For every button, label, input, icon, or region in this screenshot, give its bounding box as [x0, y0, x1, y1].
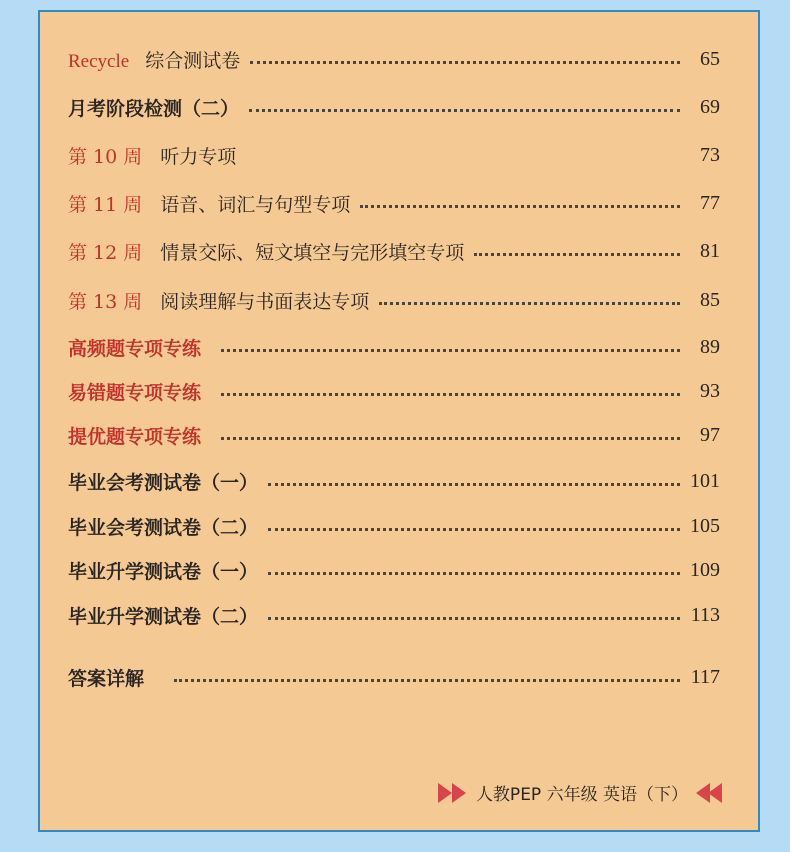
toc-row[interactable]: [68, 285, 720, 315]
toc-title: 月考阶段检测（二）: [68, 97, 240, 120]
toc-page-number: 85: [700, 288, 720, 311]
toc-title: 综合测试卷: [145, 49, 241, 72]
arrow-right-icon: [438, 783, 452, 803]
toc-title: 答案详解: [68, 667, 145, 690]
toc-row[interactable]: [68, 420, 720, 450]
toc-row[interactable]: [68, 92, 720, 122]
toc-page-number: 77: [700, 191, 720, 214]
toc-title: 毕业升学测试卷（一）: [68, 560, 259, 583]
leader-dots: [221, 349, 680, 352]
toc-prefix: 第 11 周: [68, 193, 143, 216]
arrow-left-icon: [708, 783, 722, 803]
toc-page-number: 93: [700, 379, 720, 402]
toc-title: 阅读理解与书面表达专项: [160, 290, 370, 313]
toc-row[interactable]: [68, 236, 720, 266]
toc-page-number: 81: [700, 239, 720, 262]
toc-page-number: 109: [690, 558, 720, 581]
book-footer: [438, 780, 722, 805]
toc-prefix: 第 13 周: [68, 290, 143, 313]
toc-title: 提优题专项专练: [68, 425, 202, 448]
toc-row[interactable]: [68, 332, 720, 362]
toc-row[interactable]: [68, 140, 720, 170]
leader-dots: [268, 572, 680, 575]
footer-text: 人教PEP 六年级 英语（下）: [475, 785, 688, 805]
leader-dots: [174, 679, 680, 682]
toc-title: 听力专项: [160, 145, 237, 168]
toc-page-number: 117: [690, 665, 720, 688]
toc-row[interactable]: [68, 511, 720, 541]
toc-page-number: 113: [690, 603, 720, 626]
toc-row[interactable]: [68, 44, 720, 74]
toc-prefix: 第 10 周: [68, 145, 143, 168]
toc-prefix: 第 12 周: [68, 241, 143, 264]
toc-row[interactable]: [68, 600, 720, 630]
toc-title: 高频题专项专练: [68, 337, 202, 360]
leader-dots: [360, 205, 680, 208]
leader-dots: [268, 617, 680, 620]
arrow-right-icon: [452, 783, 466, 803]
toc-row[interactable]: [68, 376, 720, 406]
leader-dots: [221, 393, 680, 396]
toc-prefix: Recycle: [68, 50, 130, 72]
toc-page-number: 97: [700, 423, 720, 446]
toc-title: 语音、词汇与句型专项: [160, 193, 351, 216]
leader-dots: [268, 483, 680, 486]
leader-dots: [250, 61, 680, 64]
toc-title: 毕业会考测试卷（二）: [68, 516, 259, 539]
toc-title: 情景交际、短文填空与完形填空专项: [160, 241, 465, 264]
leader-dots: [249, 109, 680, 112]
leader-dots: [268, 528, 680, 531]
toc-page-number: 89: [700, 335, 720, 358]
toc-page: [38, 10, 760, 832]
toc-page-number: 69: [700, 95, 720, 118]
toc-row[interactable]: [68, 466, 720, 496]
toc-row[interactable]: [68, 188, 720, 218]
leader-dots: [474, 253, 680, 256]
toc-page-number: 65: [700, 47, 720, 70]
toc-page-number: 101: [690, 469, 720, 492]
leader-dots: [379, 302, 680, 305]
toc-title: 易错题专项专练: [68, 381, 202, 404]
toc-row[interactable]: [68, 662, 720, 692]
toc-row[interactable]: [68, 555, 720, 585]
toc-page-number: 73: [700, 143, 720, 166]
toc-title: 毕业会考测试卷（一）: [68, 471, 259, 494]
toc-page-number: 105: [690, 514, 720, 537]
leader-dots: [221, 437, 680, 440]
toc-title: 毕业升学测试卷（二）: [68, 605, 259, 628]
